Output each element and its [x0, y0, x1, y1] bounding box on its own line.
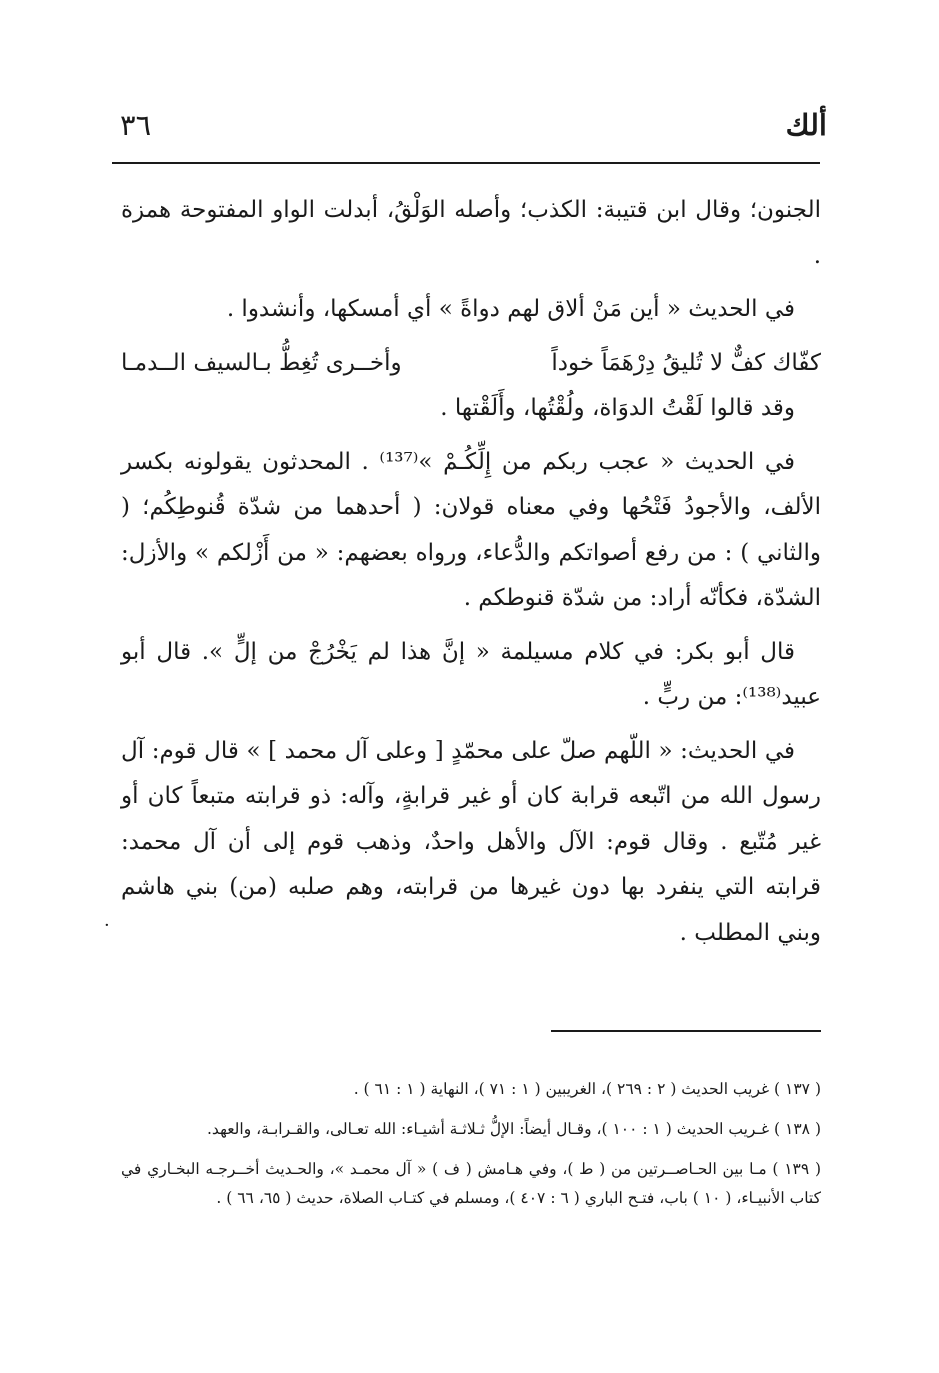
footnote: ( ١٣٩ ) مـا بين الحـاصــرتين من ( ط )، وفي هـامش ( ف ) « آل محمـد »، والحـديث أخــرجـه البخـاري في كتاب الأنبيـاء، ( ١٠ ) باب، فتـح الباري ( ٦ : ٤٠٧ )، ومسلم في كتـاب الصلاة، حديث ( ٦٥، ٦٦ ) .	[121, 1160, 821, 1207]
paragraph: في الحديث « أين مَنْ ألاق لهم دواةً » أي أمسكها، وأنشدوا .	[226, 296, 795, 322]
footnotes	[121, 1075, 821, 1224]
margin-mark: ·	[104, 915, 110, 936]
verse-first-hemistich: كفّاك كفٌّ لا تُليقُ دِرْهَمَاً خوداً	[551, 349, 821, 376]
footnote: ( ١٣٨ ) غـريب الحديث ( ١ : ١٠٠ )، وقـال أيضاً: الإلُّ ثـلاثـة أشيـاء: الله تعـالى، والقـرابـة، والعهد.	[207, 1120, 821, 1138]
page-header	[112, 108, 827, 148]
entry-heading: ألك	[785, 108, 827, 142]
verse-second-hemistich: وأخــرى تُغِطُّ بـالسيف الــدمـا	[121, 349, 402, 376]
paragraph: الجنون؛ وقال ابن قتيبة: الكذب؛ وأصله الوَلْقُ، أبدلت الواو المفتوحة همزة .	[121, 197, 821, 269]
paragraph: في الحديث: « اللّهم صلّ على محمّدٍ [ وعلى آل محمد ] » قال قوم: آل رسول الله من اتّبعه قرابة كان أو غير قرابةٍ، وآله: ذو قرابته متبعاً كان أو غير مُتّبع . وقال قوم: الآل والأهل واحدٌ، وذهب قوم إلى أن آل محمد: قرابته التي ينفرد بها دون غيرها من قرابته، وهم صلبه (من) بني هاشم وبني المطلب .	[121, 737, 821, 946]
header-divider	[112, 162, 820, 164]
paragraph: وقد قالوا لَقْتُ الدوَاة، ولُقْتُها، وأَلَقْتها .	[440, 395, 795, 421]
page-number: ٣٦	[120, 108, 152, 142]
footnote: ( ١٣٧ ) غريب الحديث ( ٢ : ٢٦٩ )، الغريبين ( ١ : ٧١ )، النهاية ( ١ : ٦١ ) .	[353, 1080, 821, 1098]
poetry-verse	[121, 341, 821, 387]
footnote-divider	[551, 1030, 821, 1032]
paragraph: في الحديث « عجب ربكم من إِلِّكُـمْ »⁽¹³⁷⁾ . المحدثون يقولونه بكسر الألف، والأجودُ فَتْحُها وفي معناه قولان: ( أحدهما من شدّة قُنوطِكُم؛ ( والثاني ) : من رفع أصواتكم والدُّعاء، ورواه بعضهم: « من أَزْلكم » والأزل: الشدّة، فكأنّه أراد: من شدّة قنوطكم .	[121, 448, 821, 611]
main-text	[121, 188, 821, 964]
paragraph: قال أبو بكر: في كلام مسيلمة « إنَّ هذا لم يَخْرُجْ من إلٍّ ». قال أبو عبيد⁽¹³⁸⁾: من ربٍّ .	[121, 638, 821, 710]
